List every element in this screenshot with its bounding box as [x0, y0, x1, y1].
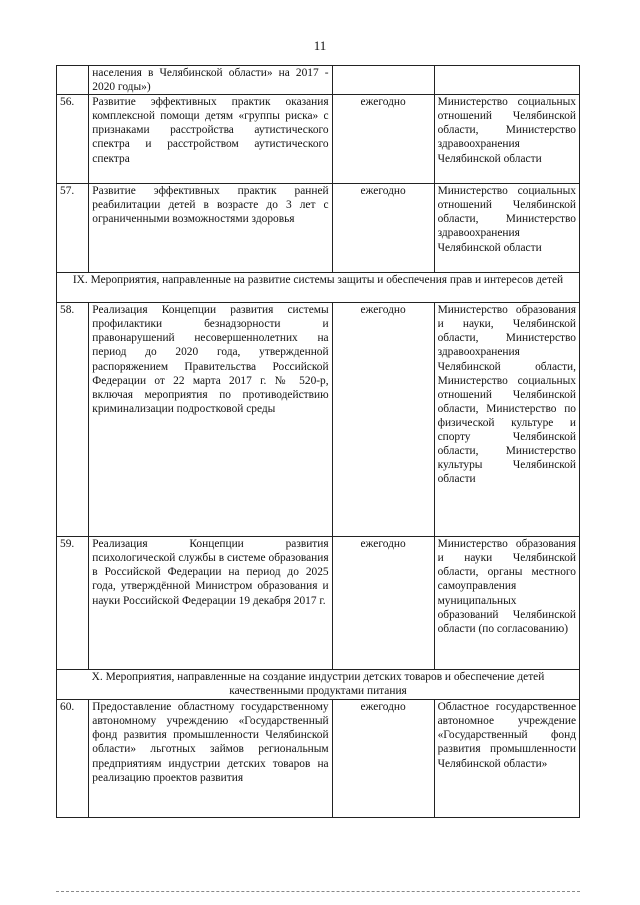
item-executors: Министерство социальных отношений Челябинской области, Министерство здравоохранения Челябинской области: [434, 95, 579, 184]
item-number: [57, 66, 89, 95]
item-number: 56.: [57, 95, 89, 184]
item-term: ежегодно: [332, 700, 434, 818]
table-row: [57, 184, 580, 273]
page-bottom-rule: [56, 891, 580, 892]
item-term: ежегодно: [332, 537, 434, 670]
table-row: [57, 66, 580, 95]
item-term: ежегодно: [332, 95, 434, 184]
item-number: 59.: [57, 537, 89, 670]
item-term: ежегодно: [332, 303, 434, 537]
item-executors: Министерство образования и науки, Челябинской области, Министерство здравоохранения Челябинской области, Министерство социальных отношений Челябинской области, Министерство по физической культуре и спорту Челябинской области, Министерство культуры Челябинской области: [434, 303, 579, 537]
item-executors: [434, 66, 579, 95]
item-number: 57.: [57, 184, 89, 273]
table-row: [57, 95, 580, 184]
item-executors: Областное государственное автономное учреждение «Государственный фонд развития промышленности Челябинской области»: [434, 700, 579, 818]
item-term: ежегодно: [332, 184, 434, 273]
item-description: населения в Челябинской области» на 2017 - 2020 годы»): [89, 66, 332, 95]
measures-table: [56, 65, 580, 818]
section-row: [57, 670, 580, 700]
item-executors: Министерство образования и науки Челябинской области, органы местного самоуправления муниципальных образований Челябинской области (по согласованию): [434, 537, 579, 670]
table-row: [57, 537, 580, 670]
item-number: 60.: [57, 700, 89, 818]
table-row: [57, 303, 580, 537]
table-row: [57, 700, 580, 818]
section-heading: X. Мероприятия, направленные на создание индустрии детских товаров и обеспечение детей качественными продуктами питания: [57, 670, 580, 700]
section-heading: IX. Мероприятия, направленные на развитие системы защиты и обеспечения прав и интересов детей: [57, 273, 580, 303]
item-executors: Министерство социальных отношений Челябинской области, Министерство здравоохранения Челябинской области: [434, 184, 579, 273]
item-description: Реализация Концепции развития системы профилактики безнадзорности и правонарушений несовершеннолетних на период до 2020 года, утвержденной распоряжением Правительства Российской Федерации от 22 марта 2017 г. № 520-р, включая мероприятия по противодействию криминализации подростковой среды: [89, 303, 332, 537]
item-description: Предоставление областному государственному автономному учреждению «Государственный фонд развития промышленности Челябинской области» льготных займов региональным предприятиям индустрии детских товаров на реализацию проектов развития: [89, 700, 332, 818]
section-row: [57, 273, 580, 303]
item-number: 58.: [57, 303, 89, 537]
page-number: 11: [313, 38, 327, 53]
item-description: Реализация Концепции развития психологической службы в системе образования в Российской Федерации на период до 2025 года, утверждённой Министром образования и науки Российской Федерации 19 декабря 2017 г.: [89, 537, 332, 670]
item-description: Развитие эффективных практик ранней реабилитации детей в возрасте до 3 лет с ограниченными возможностями здоровья: [89, 184, 332, 273]
item-description: Развитие эффективных практик оказания комплексной помощи детям «группы риска» с признаками расстройства аутистического спектра и расстройством аутистического спектра: [89, 95, 332, 184]
item-term: [332, 66, 434, 95]
